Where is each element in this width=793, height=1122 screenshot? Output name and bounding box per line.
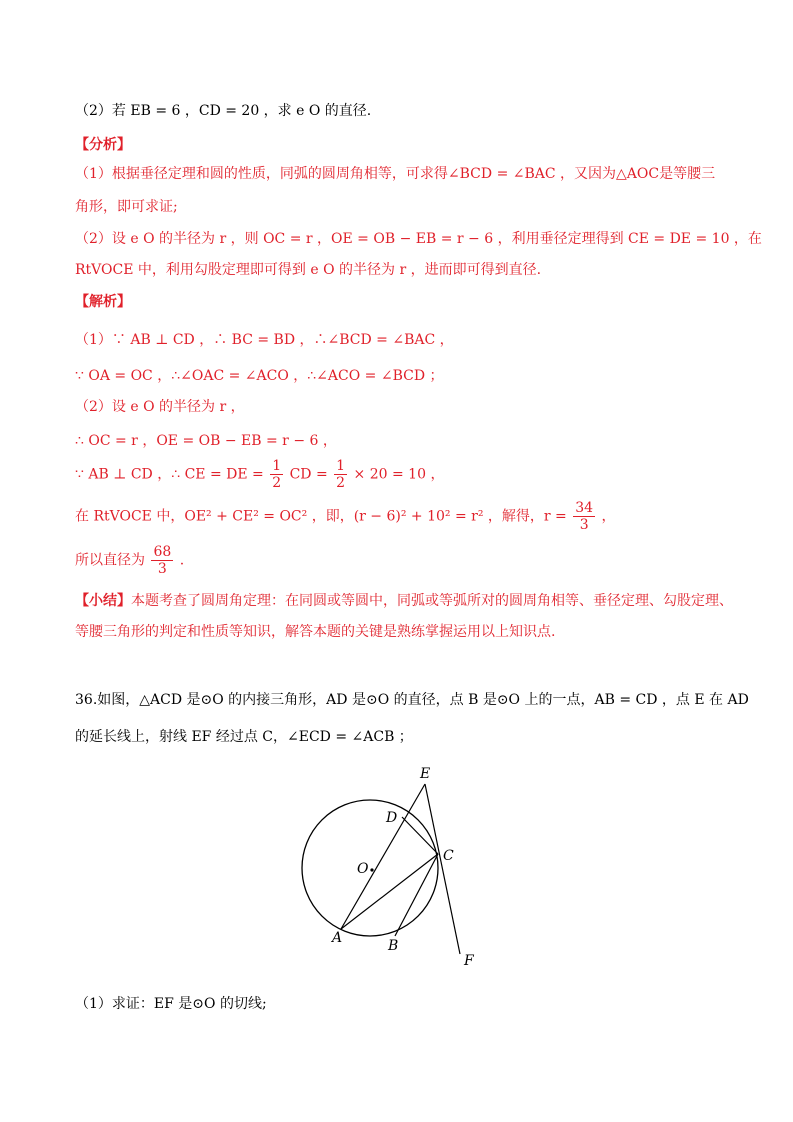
fraction-denominator: 2 [272, 475, 282, 491]
step5-post: × 20 = 10 ， [353, 466, 445, 483]
fraction-68-3 [151, 544, 173, 577]
center-dot [370, 868, 373, 871]
summary-line1 [75, 591, 733, 611]
fraction-half-2 [334, 458, 347, 491]
fraction-numerator: 68 [153, 544, 172, 560]
question-36-line2: 的延长线上，射线 EF 经过点 C，∠ECD = ∠ACB ； [75, 729, 413, 745]
fraction-numerator: 1 [272, 458, 282, 474]
analysis-part2-line1: （2）设 e O 的半径为 r ，则 OC = r ，OE = OB − EB = r − 6 ，利用垂径定理得到 CE = DE = 10 ，在 [75, 231, 762, 247]
step5-pre: ∵ AB ⊥ CD ，∴ CE = DE = [75, 466, 264, 483]
summary-label: 【小结】 [75, 593, 131, 609]
circle-diagram [295, 758, 495, 973]
solution-step7 [75, 544, 184, 577]
summary-line2: 等腰三角形的判定和性质等知识，解答本题的关键是熟练掌握运用以上知识点. [75, 624, 556, 640]
chord-ac [341, 854, 438, 929]
analysis-heading: 【分析】 [75, 137, 131, 153]
question-36-sub1: （1）求证：EF 是⊙O 的切线; [75, 996, 267, 1012]
question-36-line1: 36.如图，△ACD 是⊙O 的内接三角形，AD 是⊙O 的直径，点 B 是⊙O 上的一点，AB = CD ，点 E 在 AD [75, 692, 749, 708]
geometry-figure [295, 758, 495, 973]
label-b: B [388, 938, 399, 954]
chord-cb [395, 854, 438, 936]
fraction-denominator: 3 [157, 561, 167, 577]
analysis-part2-line2: RtVOCE 中，利用勾股定理即可得到 e O 的半径为 r ，进而即可得到直径. [75, 262, 542, 278]
analysis-part1-line2: 角形，即可求证; [75, 199, 178, 215]
fraction-numerator: 1 [336, 458, 346, 474]
step6-pre: 在 RtVOCE 中，OE² + CE² = OC² ，即，(r − 6)² + 10² = r² ，解得，r = [75, 508, 567, 525]
step7-post: . [179, 552, 185, 569]
solution-step1: （1）∵ AB ⊥ CD ，∴ BC = BD ，∴∠BCD = ∠BAC ， [75, 332, 454, 348]
fraction-denominator: 3 [579, 517, 589, 533]
analysis-part1-line1: （1）根据垂径定理和圆的性质，同弧的圆周角相等，可求得∠BCD = ∠BAC ，又因为△AOC是等腰三 [75, 166, 716, 182]
label-e: E [420, 766, 431, 782]
circle-o [302, 800, 438, 936]
label-f: F [464, 953, 474, 969]
fraction-34-3 [573, 500, 595, 533]
fraction-denominator: 2 [336, 475, 346, 491]
step7-pre: 所以直径为 [75, 552, 145, 569]
fraction-half-1 [270, 458, 283, 491]
solution-step3: （2）设 e O 的半径为 r ， [75, 399, 245, 415]
label-o: O [357, 861, 369, 877]
summary-text-1: 本题考查了圆周角定理：在同圆或等圆中，同弧或等弧所对的圆周角相等、垂径定理、勾股定理、 [131, 593, 733, 609]
fraction-numerator: 34 [575, 500, 594, 516]
solution-step2: ∵ OA = OC ，∴∠OAC = ∠ACO ，∴∠ACO = ∠BCD ； [75, 368, 444, 384]
solution-step6 [75, 500, 616, 533]
solution-step5 [75, 458, 444, 491]
solution-heading: 【解析】 [75, 294, 131, 310]
line-ae [341, 784, 425, 929]
label-a: A [332, 930, 343, 946]
step6-post: ， [601, 508, 616, 525]
step5-mid: CD = [289, 466, 328, 483]
label-d: D [386, 810, 398, 826]
question-2-prompt: （2）若 EB = 6 ，CD = 20 ，求 e O 的直径. [75, 103, 372, 119]
label-c: C [443, 848, 454, 864]
solution-step4: ∴ OC = r ，OE = OB − EB = r − 6 ， [75, 433, 337, 449]
